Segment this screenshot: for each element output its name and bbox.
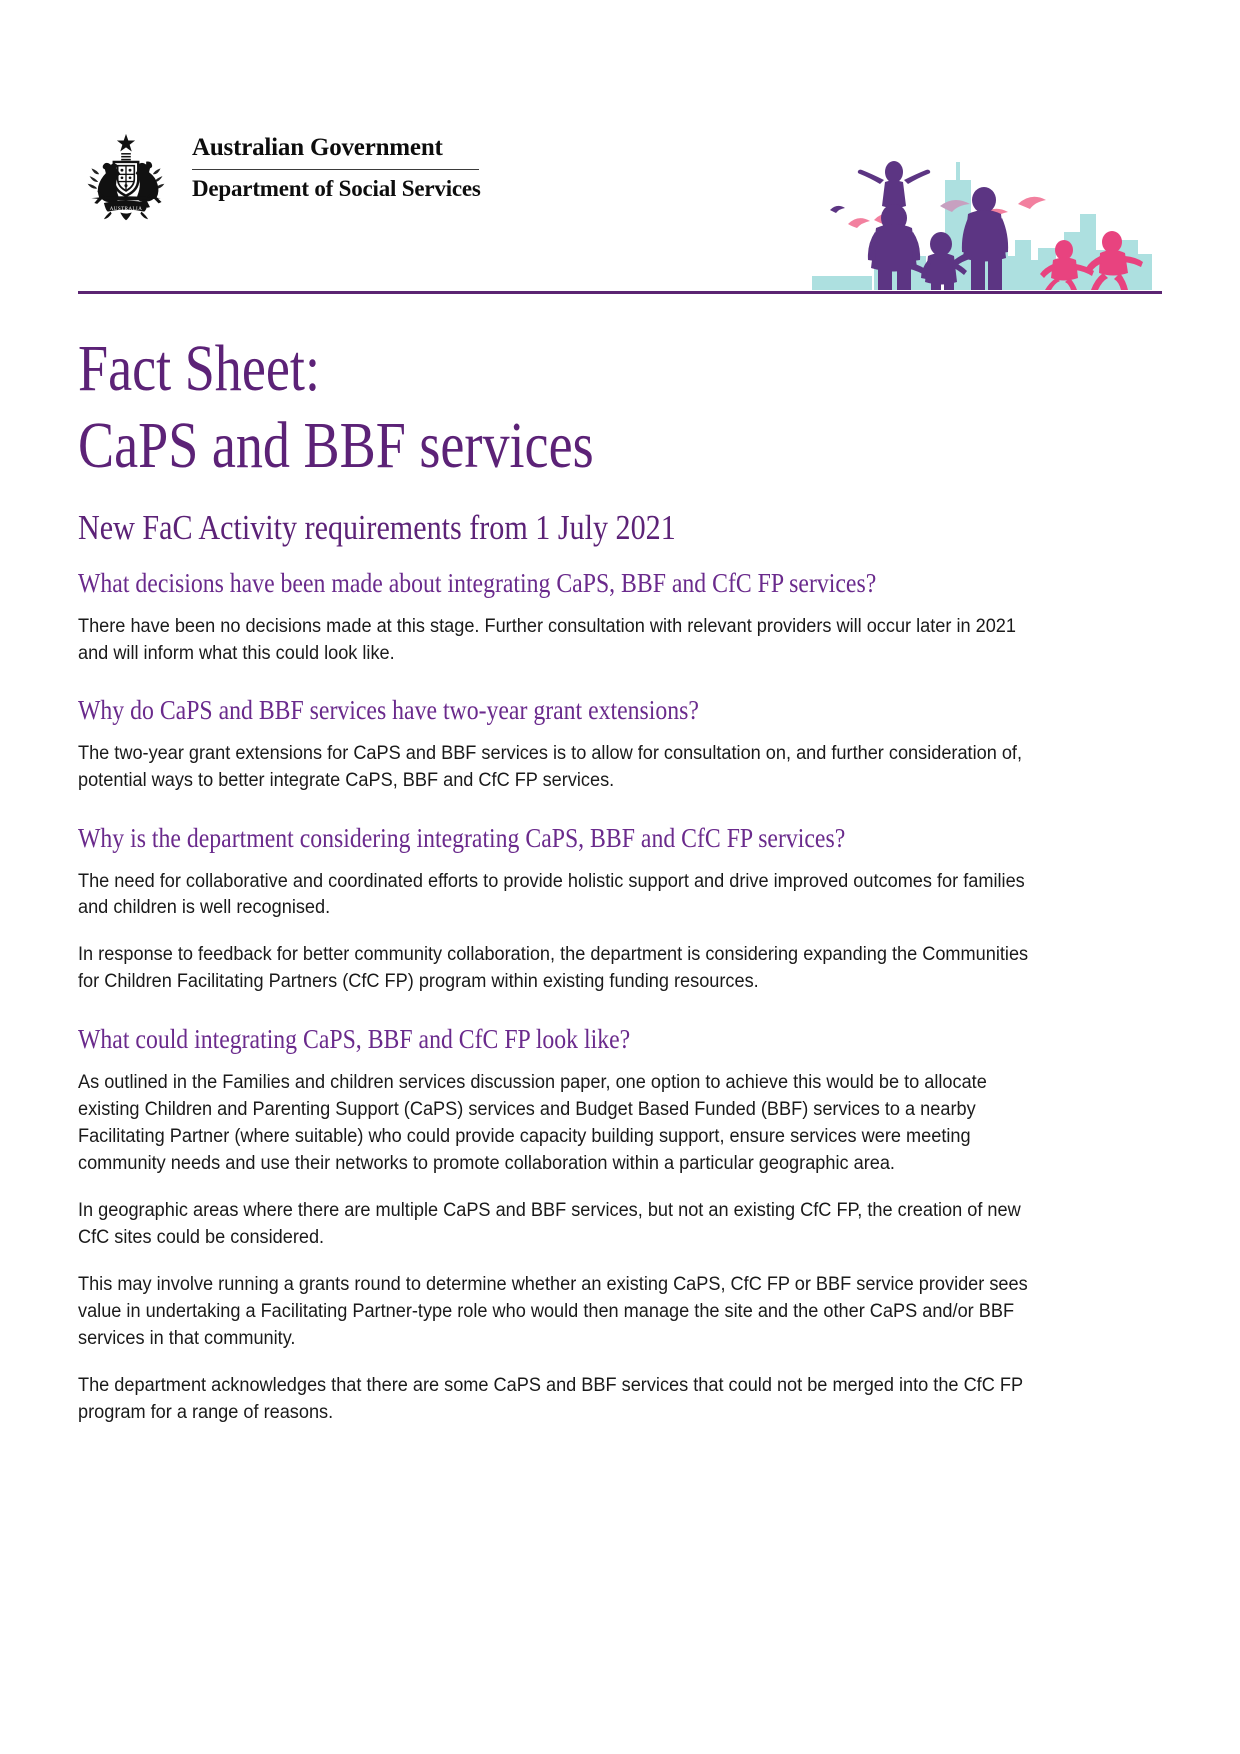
wordmark-divider <box>192 169 479 171</box>
body-paragraph: This may involve running a grants round to determine whether an existing CaPS, CfC FP or BBF service provider sees value in undertaking a Facilitating Partner-type role who would then manage the site and the other CaPS and/or BBF services in that community. <box>78 1273 1028 1349</box>
australian-government-text: Australian Government <box>192 134 443 161</box>
family-and-city-skyline-illustration-icon <box>812 128 1162 290</box>
body-paragraph: The two-year grant extensions for CaPS and BBF services is to allow for consultation on, and further consideration of, potential ways to better integrate CaPS, BBF and CfC FP services. <box>78 743 1023 791</box>
body-paragraph: In response to feedback for better community collaboration, the department is considering expanding the Communities for Children Facilitating Partners (CfC FP) program within existing funding resources. <box>78 944 1029 993</box>
document-header <box>78 128 1162 298</box>
body-paragraph: In geographic areas where there are multiple CaPS and BBF services, but not an existing CfC FP, the creation of new CfC sites could be considered. <box>78 1199 1021 1248</box>
body-paragraph: As outlined in the Families and children services discussion paper, one option to achieve this would be to allocate existing Children and Parenting Support (CaPS) services and Budget Based Funded (BBF) services to a nearby Facilitating Partner (where suitable) who could provide capacity building support, ensure services were meeting community needs and use their networks to promote collaboration within a particular geographic area. <box>78 1071 987 1174</box>
title-block <box>78 330 1162 548</box>
australian-coat-of-arms-icon <box>78 130 174 226</box>
section-heading: What decisions have been made about integrating CaPS, BBF and CfC FP services? <box>78 568 877 598</box>
svg-text:AUSTRALIA: AUSTRALIA <box>109 207 143 213</box>
body-paragraph: The need for collaborative and coordinated efforts to provide holistic support and drive improved outcomes for families and children is well recognised. <box>78 870 1025 919</box>
page-subtitle: New FaC Activity requirements from 1 July 2021 <box>78 508 676 548</box>
department-name-text: Department of Social Services <box>192 176 481 202</box>
body-paragraph: The department acknowledges that there are some CaPS and BBF services that could not be merged into the CfC FP program for a range of reasons. <box>78 1374 1023 1423</box>
document-body <box>78 566 1033 1427</box>
section-heading: Why do CaPS and BBF services have two-year grant extensions? <box>78 695 699 726</box>
page-title-line2: CaPS and BBF services <box>78 409 594 483</box>
section-heading: What could integrating CaPS, BBF and CfC FP look like? <box>78 1024 631 1055</box>
page-title-line1: Fact Sheet: <box>78 332 320 405</box>
section-heading: Why is the department considering integrating CaPS, BBF and CfC FP services? <box>78 822 846 853</box>
government-wordmark <box>192 128 481 203</box>
government-branding <box>78 128 481 226</box>
body-paragraph: There have been no decisions made at this stage. Further consultation with relevant providers will occur later in 2021 and will inform what this could look like. <box>78 615 1017 664</box>
header-divider <box>78 291 1162 294</box>
